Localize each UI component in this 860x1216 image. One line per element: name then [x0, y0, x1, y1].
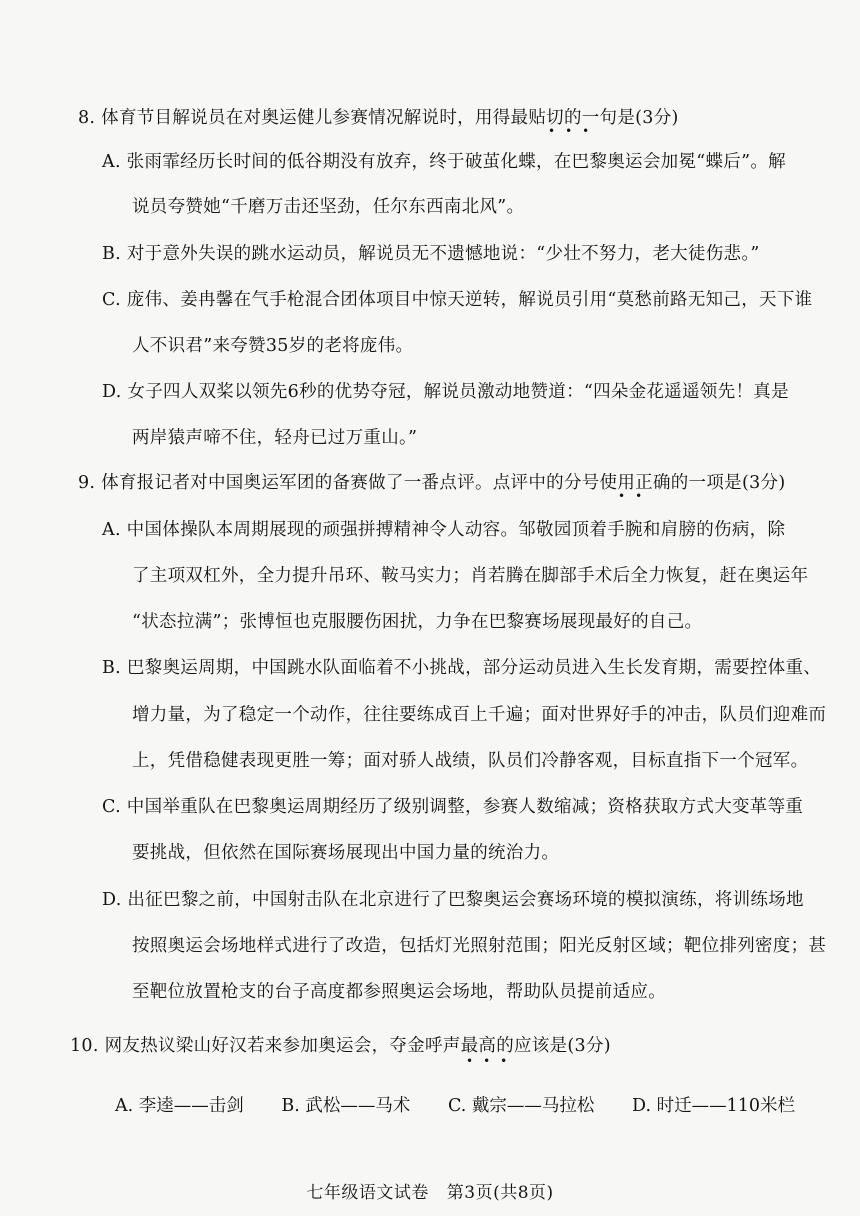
q8-option-a-line2: 说员夸赞她“千磨万击还坚劲，任尔东西南北风”。: [132, 197, 525, 217]
question-10-stem: 10. 网友热议梁山好汉若来参加奥运会，夺金呼声最高的应该是(3分): [70, 1036, 611, 1056]
q8-option-a-line1: A. 张雨霏经历长时间的低谷期没有放弃，终于破茧化蝶，在巴黎奥运会加冕“蝶后”。解: [102, 152, 786, 172]
page-footer: [0, 1182, 860, 1204]
q9-option-c-line1: C. 中国举重队在巴黎奥运周期经历了级别调整，参赛人数缩减；资格获取方式大变革等重: [102, 797, 804, 817]
q8-option-c-line2: 人不识君”来夸赞35岁的老将庞伟。: [132, 336, 414, 356]
q9-option-d-line3: 至靶位放置枪支的台子高度都参照奥运会场地，帮助队员提前适应。: [132, 982, 666, 1002]
q10-choice-c: C. 戴宗——马拉松: [448, 1096, 595, 1116]
question-8-stem: 8. 体育节目解说员在对奥运健儿参赛情况解说时，用得最贴切的一句是(3分): [78, 108, 679, 128]
q10-choice-d: D. 时迁——110米栏: [632, 1096, 795, 1116]
q10-choices: [115, 1094, 795, 1120]
q9-option-b-line2: 增力量，为了稳定一个动作，往往要练成百上千遍；面对世界好手的冲击，队员们迎难而: [132, 705, 827, 725]
q9-option-a-line2: 了主项双杠外，全力提升吊环、鞍马实力；肖若腾在脚部手术后全力恢复，赶在奥运年: [132, 566, 809, 586]
question-9-stem: 9. 体育报记者对中国奥运军团的备赛做了一番点评。点评中的分号使用正确的一项是(3分): [78, 473, 786, 493]
q9-option-c-line2: 要挑战，但依然在国际赛场展现出中国力量的统治力。: [132, 843, 560, 863]
q8-option-b-line1: B. 对于意外失误的跳水运动员，解说员无不遗憾地说：“少壮不努力，老大徒伤悲。”: [102, 244, 760, 264]
footer-subject: 七年级语文试卷: [306, 1183, 429, 1203]
q9-option-d-line2: 按照奥运会场地样式进行了改造，包括灯光照射范围；阳光反射区域；靶位排列密度；甚: [132, 936, 827, 956]
q9-option-d-line1: D. 出征巴黎之前，中国射击队在北京进行了巴黎奥运会赛场环境的模拟演练，将训练场地: [102, 890, 804, 910]
emphasis-dots: •••: [548, 124, 600, 138]
q8-option-d-line1: D. 女子四人双桨以领先6秒的优势夺冠，解说员激动地赞道：“四朵金花遥遥领先！真是: [102, 382, 789, 402]
footer-page-number: 第3页(共8页): [446, 1183, 554, 1203]
q8-option-c-line1: C. 庞伟、姜冉馨在气手枪混合团体项目中惊天逆转，解说员引用“莫愁前路无知己，天下谁: [102, 290, 813, 310]
q9-option-b-line1: B. 巴黎奥运周期，中国跳水队面临着不小挑战，部分运动员进入生长发育期，需要控体重、: [102, 658, 822, 678]
q8-option-d-line2: 两岸猿声啼不住，轻舟已过万重山。”: [132, 428, 418, 448]
q10-choice-b: B. 武松——马术: [281, 1096, 411, 1116]
q10-choice-a: A. 李逵——击剑: [115, 1096, 244, 1116]
emphasis-dots: ••: [618, 489, 653, 503]
q9-option-a-line1: A. 中国体操队本周期展现的顽强拼搏精神令人动容。邹敬园顶着手腕和肩膀的伤病，除: [102, 520, 786, 540]
q9-option-b-line3: 上，凭借稳健表现更胜一筹；面对骄人战绩，队员们冷静客观，目标直指下一个冠军。: [132, 751, 809, 771]
q9-option-a-line3: “状态拉满”；张博恒也克服腰伤困扰，力争在巴黎赛场展现最好的自己。: [132, 612, 703, 632]
emphasis-dots: •••: [466, 1054, 518, 1068]
